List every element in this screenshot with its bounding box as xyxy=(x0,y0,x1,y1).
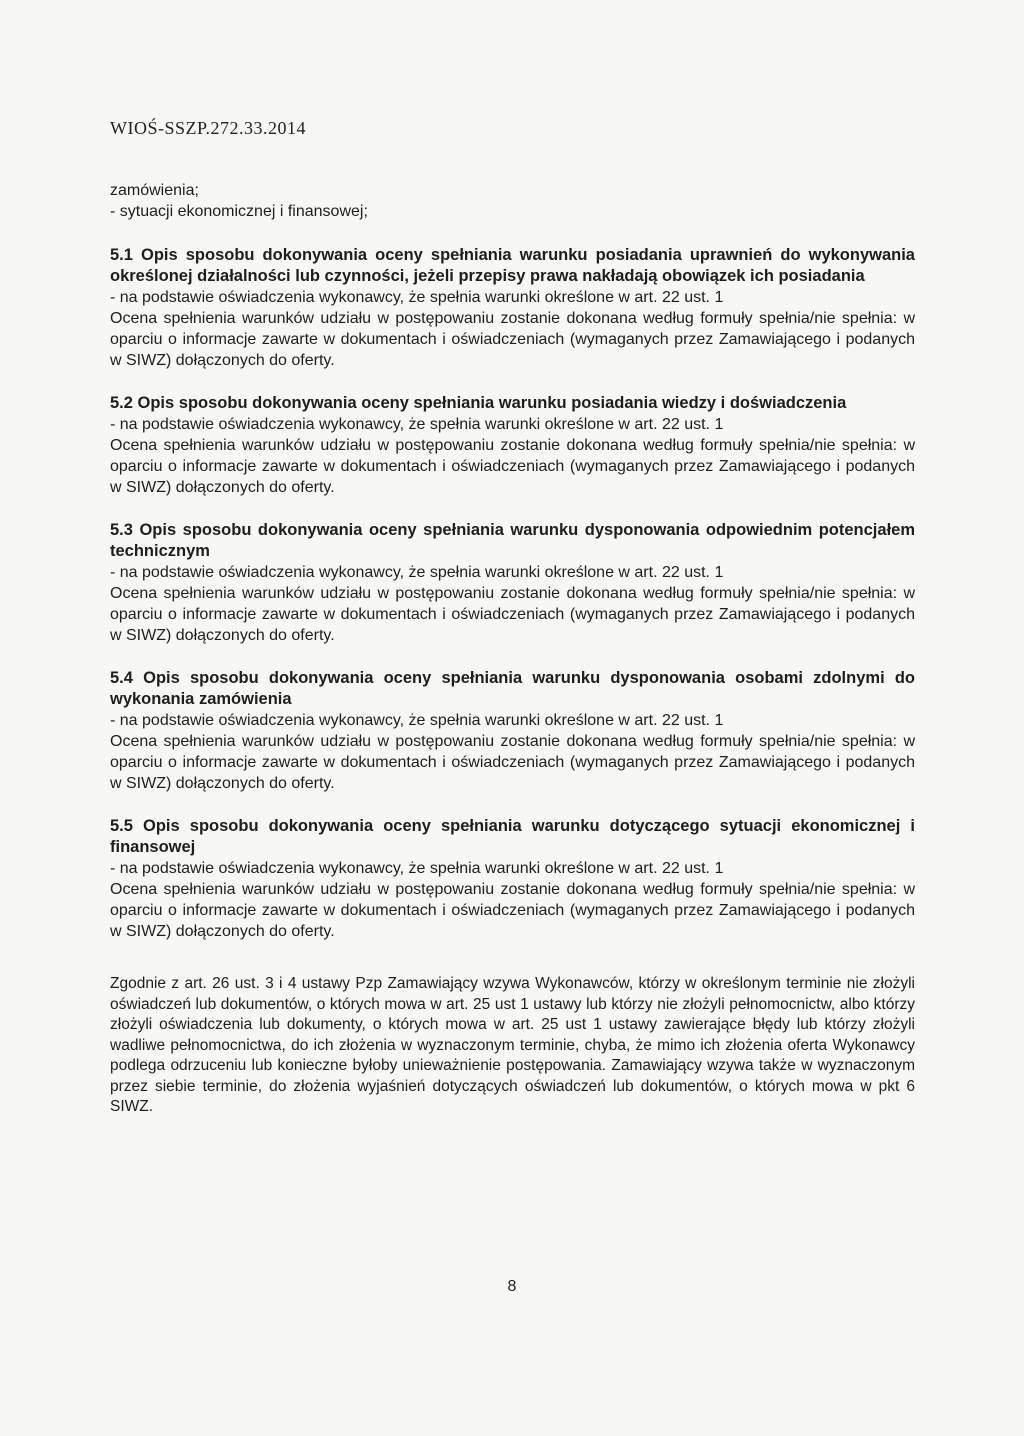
spacer xyxy=(110,371,915,393)
section-basis: - na podstawie oświadczenia wykonawcy, że spełnia warunki określone w art. 22 ust. 1 xyxy=(110,289,724,306)
document-reference-number: WIOŚ-SSZP.272.33.2014 xyxy=(110,118,307,138)
section-assessment: Ocena spełnienia warunków udziału w postępowaniu zostanie dokonana według formuły spełnia/nie spełnia: w oparciu o informacje zawarte w dokumentach i oświadczeniach (wymaganych przez Zamawiającego i podanych w SIWZ) dołączonych do oferty. xyxy=(110,310,915,369)
section-heading: 5.3 Opis sposobu dokonywania oceny spełniania warunku dysponowania odpowiednim potencjałem technicznym xyxy=(110,521,915,560)
spacer xyxy=(110,646,915,668)
spacer xyxy=(110,498,915,520)
section-5-3 xyxy=(110,520,915,646)
page-number: 8 xyxy=(507,1278,517,1295)
spacer xyxy=(110,794,915,816)
section-basis: - na podstawie oświadczenia wykonawcy, że spełnia warunki określone w art. 22 ust. 1 xyxy=(110,416,724,433)
section-heading: 5.2 Opis sposobu dokonywania oceny spełniania warunku posiadania wiedzy i doświadczenia xyxy=(110,394,847,412)
section-assessment: Ocena spełnienia warunków udziału w postępowaniu zostanie dokonana według formuły spełnia/nie spełnia: w oparciu o informacje zawarte w dokumentach i oświadczeniach (wymaganych przez Zamawiającego i podanych w SIWZ) dołączonych do oferty. xyxy=(110,585,915,644)
section-assessment: Ocena spełnienia warunków udziału w postępowaniu zostanie dokonana według formuły spełnia/nie spełnia: w oparciu o informacje zawarte w dokumentach i oświadczeniach (wymaganych przez Zamawiającego i podanych w SIWZ) dołączonych do oferty. xyxy=(110,437,915,496)
spacer xyxy=(110,222,915,245)
intro-line: zamówienia; xyxy=(110,182,199,199)
section-5-4 xyxy=(110,668,915,794)
section-5-5 xyxy=(110,816,915,942)
section-heading: 5.4 Opis sposobu dokonywania oceny spełniania warunku dysponowania osobami zdolnymi do wykonania zamówienia xyxy=(110,669,915,708)
section-heading: 5.5 Opis sposobu dokonywania oceny spełniania warunku dotyczącego sytuacji ekonomicznej i finansowej xyxy=(110,817,915,856)
document-body xyxy=(110,180,915,1118)
section-5-2 xyxy=(110,393,915,498)
section-basis: - na podstawie oświadczenia wykonawcy, że spełnia warunki określone w art. 22 ust. 1 xyxy=(110,860,724,877)
intro-line: - sytuacji ekonomicznej i finansowej; xyxy=(110,203,368,220)
section-5-1 xyxy=(110,245,915,371)
spacer xyxy=(110,942,915,974)
section-assessment: Ocena spełnienia warunków udziału w postępowaniu zostanie dokonana według formuły spełnia/nie spełnia: w oparciu o informacje zawarte w dokumentach i oświadczeniach (wymaganych przez Zamawiającego i podanych w SIWZ) dołączonych do oferty. xyxy=(110,733,915,792)
section-heading: 5.1 Opis sposobu dokonywania oceny spełniania warunku posiadania uprawnień do wykonywania określonej działalności lub czynności, jeżeli przepisy prawa nakładają obowiązek ich posiadania xyxy=(110,246,915,285)
section-basis: - na podstawie oświadczenia wykonawcy, że spełnia warunki określone w art. 22 ust. 1 xyxy=(110,712,724,729)
closing-paragraph: Zgodnie z art. 26 ust. 3 i 4 ustawy Pzp Zamawiający wzywa Wykonawców, którzy w określonym terminie nie złożyli oświadczeń lub dokumentów, o których mowa w art. 25 ust 1 ustawy lub którzy nie złożyli pełnomocnictw, albo którzy złożyli oświadczenia lub dokumenty, o których mowa w art. 25 ust 1 ustawy zawierające błędy lub którzy złożyli wadliwe pełnomocnictwa, do ich złożenia w wyznaczonym terminie, chyba, że mimo ich złożenia oferta Wykonawcy podlega odrzuceniu lub konieczne byłoby unieważnienie postępowania. Zamawiający wzywa także w wyznaczonym przez siebie terminie, do złożenia wyjaśnień dotyczących oświadczeń lub dokumentów, o których mowa w pkt 6 SIWZ. xyxy=(110,975,915,1115)
section-basis: - na podstawie oświadczenia wykonawcy, że spełnia warunki określone w art. 22 ust. 1 xyxy=(110,564,724,581)
section-assessment: Ocena spełnienia warunków udziału w postępowaniu zostanie dokonana według formuły spełnia/nie spełnia: w oparciu o informacje zawarte w dokumentach i oświadczeniach (wymaganych przez Zamawiającego i podanych w SIWZ) dołączonych do oferty. xyxy=(110,881,915,940)
